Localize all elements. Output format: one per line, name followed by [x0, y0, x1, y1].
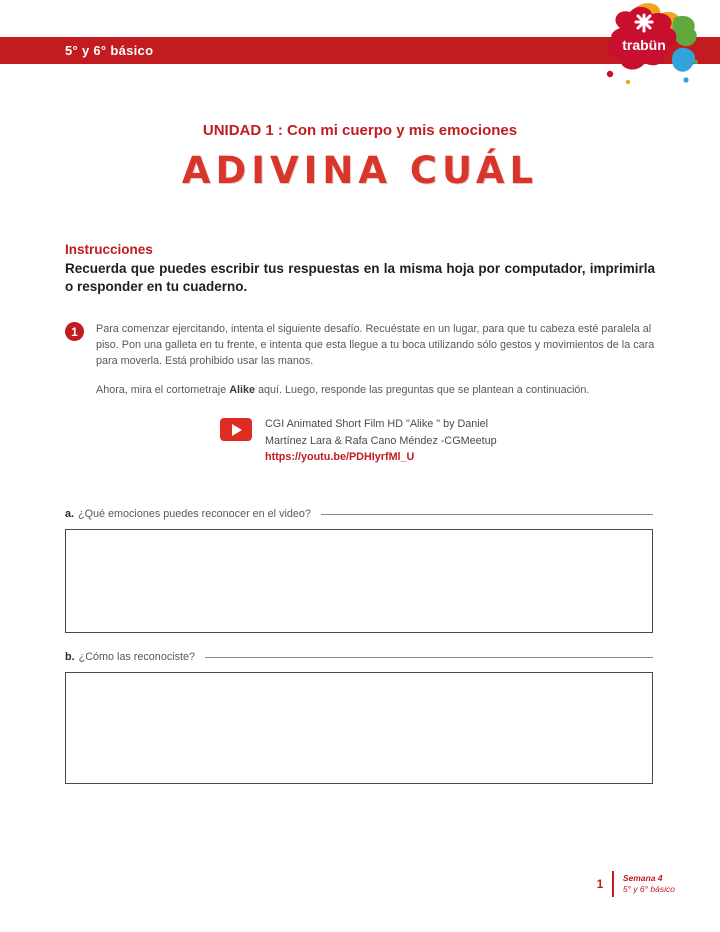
activity-paragraph-2-post: aquí. Luego, responde las preguntas que se plantean a continuación.: [255, 383, 590, 396]
question-a-row: [65, 508, 653, 520]
activity-paragraph-1: Para comenzar ejercitando, intenta el siguiente desafío. Recuéstate en un lugar, para que tu cabeza esté paralela al piso. Pon una galleta en tu frente, e intenta que esta llegue a tu boca utilizando sólo gestos y movimientos de la cara para moverla. Está prohibido usar las manos.: [96, 323, 655, 368]
footer-week: Semana 4: [622, 872, 663, 883]
question-b-label: b.: [65, 651, 75, 663]
question-a: [65, 508, 653, 633]
page-title: ADIVINA CUÁL: [181, 149, 539, 192]
play-triangle-icon: [232, 424, 242, 436]
question-b-row: [65, 651, 653, 663]
page-number: 1: [596, 877, 604, 891]
trabun-logo: [598, 2, 702, 90]
instructions-body: Recuerda que puedes escribir tus respuestas en la misma hoja por computador, imprimirla o responder en tu cuaderno.: [65, 261, 655, 295]
activity-text: [96, 321, 657, 398]
question-b-rule: [205, 657, 653, 658]
footer-meta: [623, 873, 675, 896]
page-footer: [597, 871, 675, 897]
question-a-rule: [321, 514, 653, 515]
video-caption-line1: CGI Animated Short Film HD "Alike " by Daniel: [265, 418, 489, 430]
activity-paragraph-2: [96, 382, 657, 398]
logo-text: trabün: [622, 37, 666, 53]
youtube-play-icon[interactable]: [220, 418, 252, 441]
video-caption: [265, 416, 497, 466]
video-link[interactable]: https://youtu.be/PDHIyrfMl_U: [265, 451, 415, 464]
header-grade-label: 5° y 6° básico: [65, 43, 154, 58]
instructions-heading: Instrucciones: [65, 242, 153, 257]
logo-figure-icon: [636, 15, 652, 31]
unit-title: UNIDAD 1 : Con mi cuerpo y mis emociones: [202, 122, 518, 139]
question-a-label: a.: [65, 508, 75, 520]
question-b-text: ¿Cómo las reconociste?: [78, 651, 196, 663]
activity-1: [65, 321, 657, 398]
question-a-text: ¿Qué emociones puedes reconocer en el video?: [78, 508, 311, 520]
footer-divider: [612, 871, 614, 897]
answer-box-a[interactable]: [65, 529, 653, 633]
video-reference: [220, 416, 497, 466]
video-caption-line2: Martínez Lara & Rafa Cano Méndez -CGMeetup: [265, 434, 497, 447]
activity-number-badge: 1: [65, 322, 84, 341]
activity-paragraph-2-pre: Ahora, mira el cortometraje: [96, 383, 230, 396]
footer-grade: 5° y 6° básico: [622, 884, 675, 894]
question-b: [65, 651, 653, 784]
activity-paragraph-2-bold: Alike: [229, 383, 256, 396]
answer-box-b[interactable]: [65, 672, 653, 784]
paint-splat-icon: [598, 2, 702, 90]
